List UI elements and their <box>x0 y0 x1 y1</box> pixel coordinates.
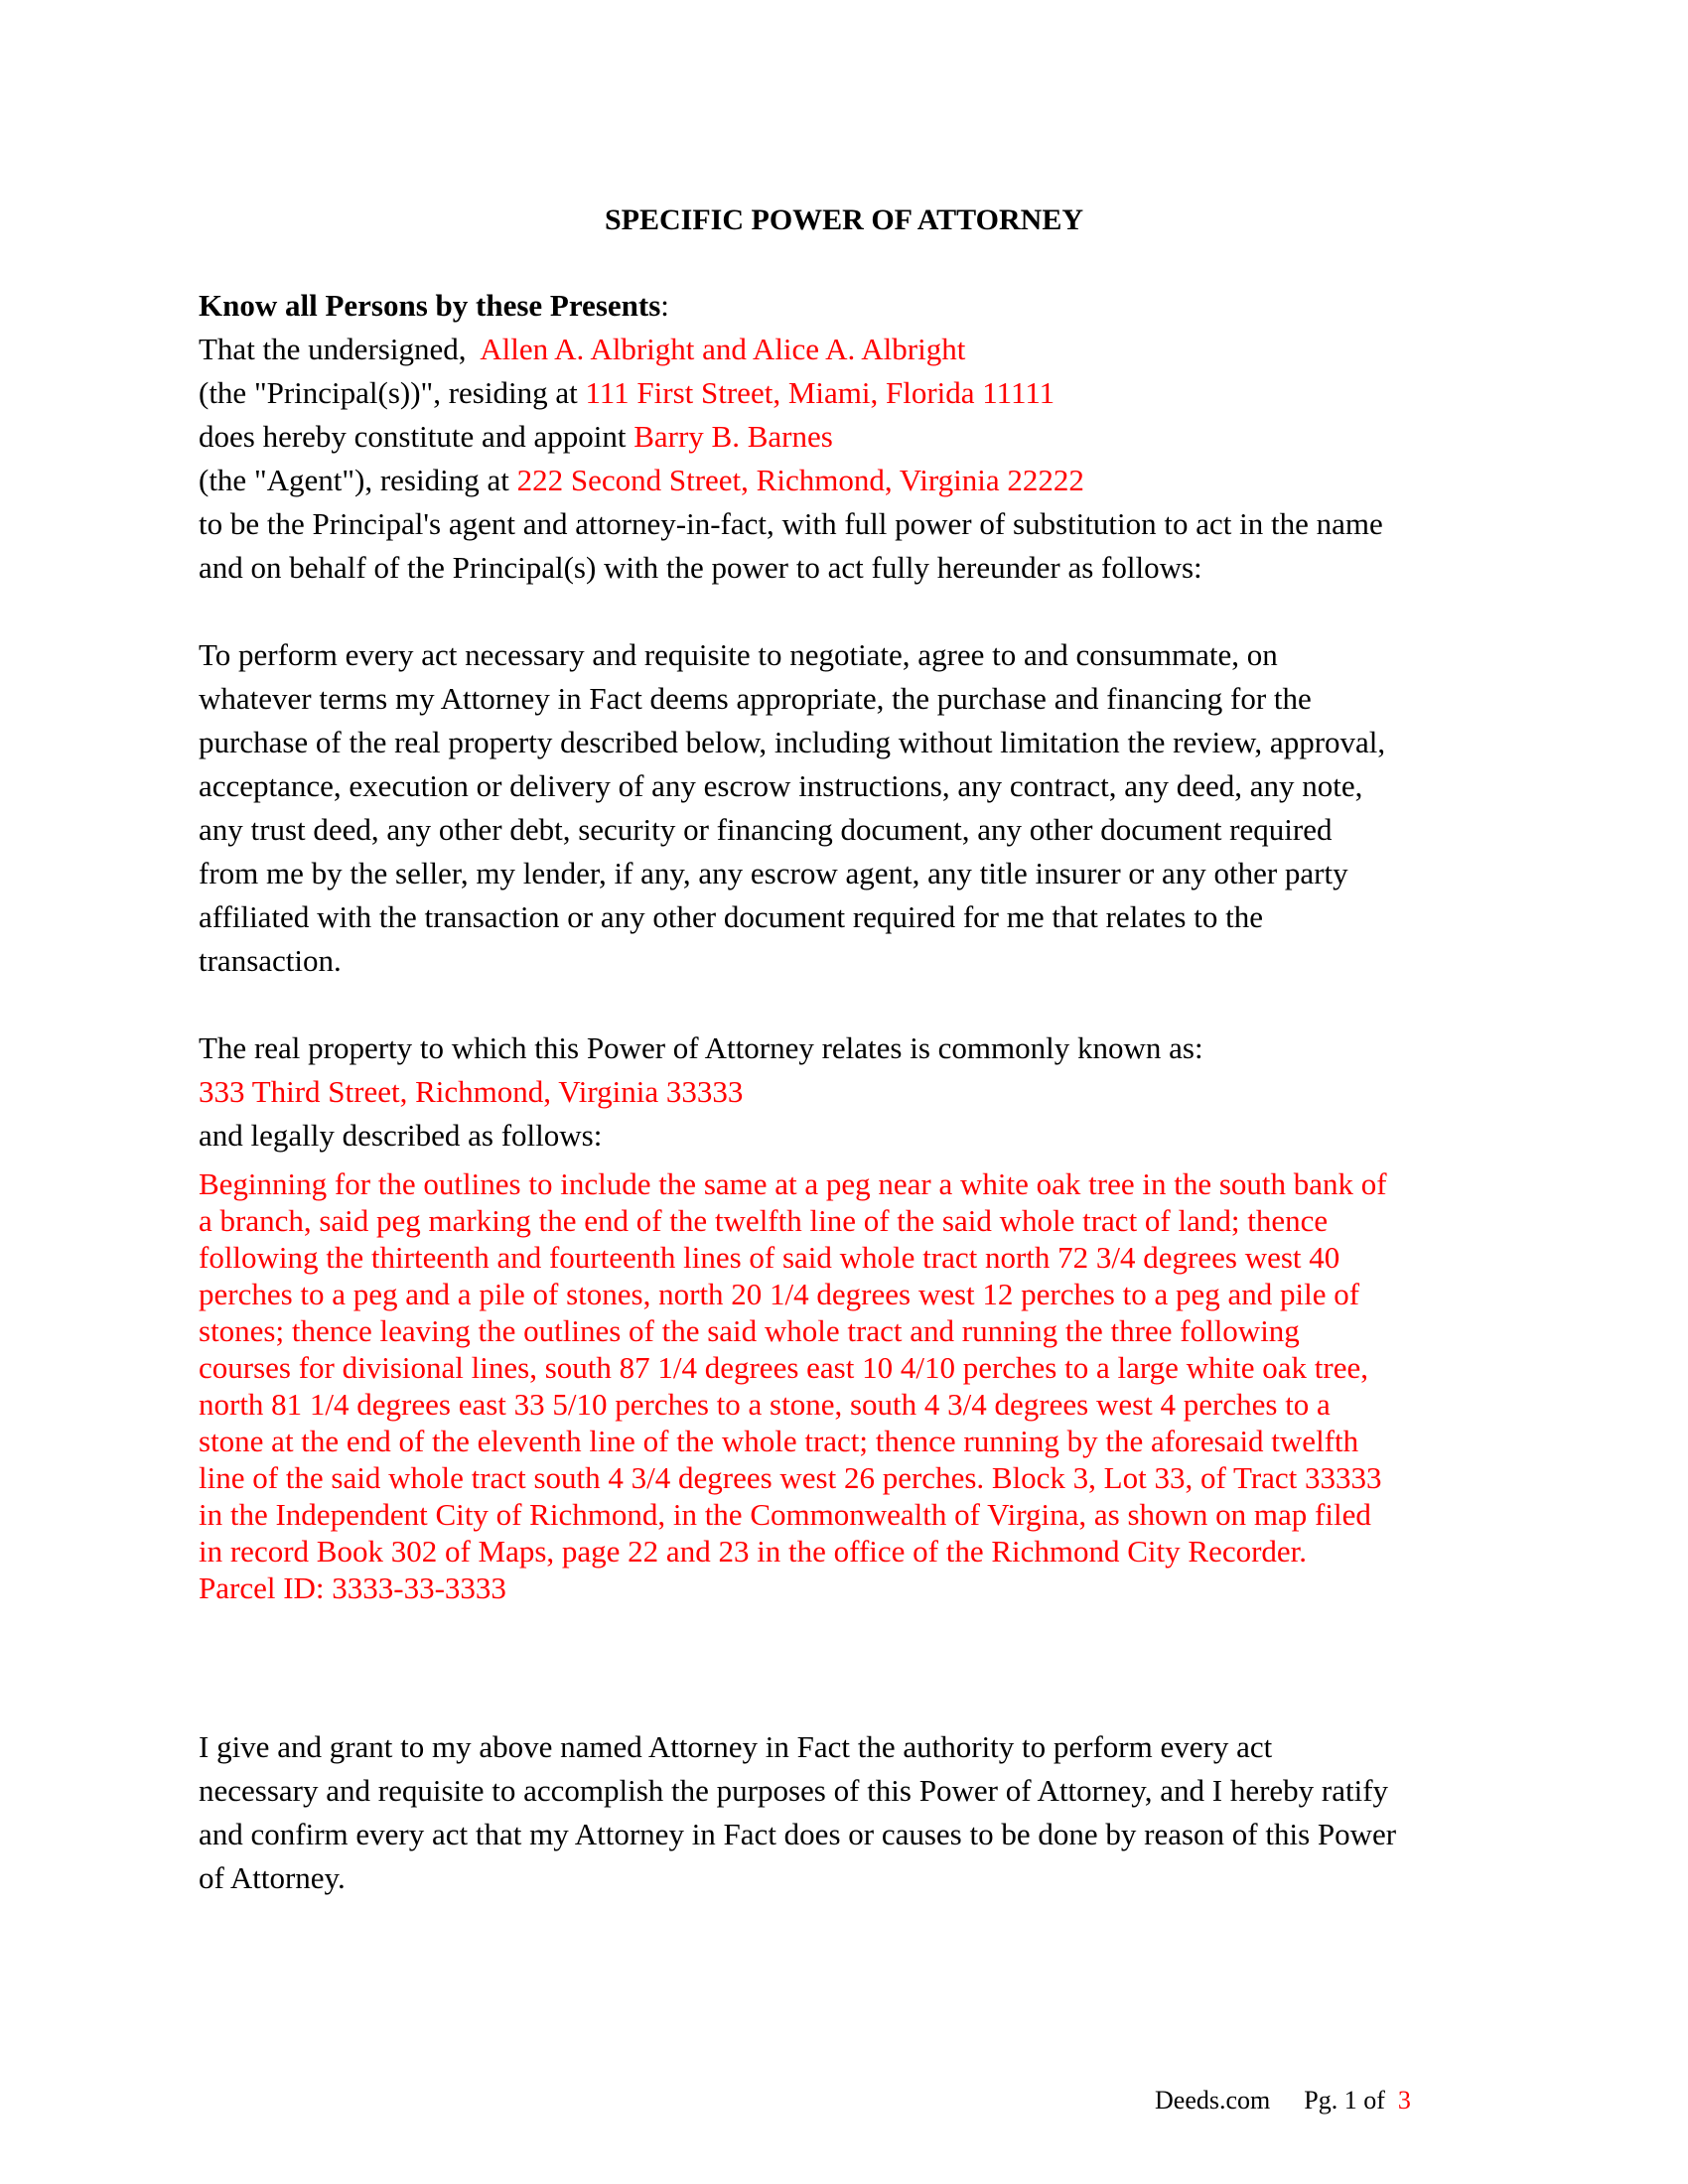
grant-line: I give and grant to my above named Attorney in Fact the authority to perform every act <box>199 1729 1273 1764</box>
purpose-line: purchase of the real property described below, including without limitation the review, approval, <box>199 725 1386 759</box>
legal-description-line: a branch, said peg marking the end of the twelfth line of the said whole tract of land; thence <box>199 1203 1329 1238</box>
grant-paragraph <box>199 1725 1499 1900</box>
purpose-line: from me by the seller, my lender, if any, any escrow agent, any title insurer or any other party <box>199 856 1348 890</box>
agent-address: 222 Second Street, Richmond, Virginia 22222 <box>516 463 1084 497</box>
document-title: SPECIFIC POWER OF ATTORNEY <box>604 204 1083 236</box>
intro-section <box>199 284 1499 590</box>
property-address: 333 Third Street, Richmond, Virginia 33333 <box>199 1074 744 1109</box>
principal-residence-line <box>199 371 1499 415</box>
property-section <box>199 1026 1499 1158</box>
agent-residing-prefix: (the "Agent"), residing at <box>199 463 509 497</box>
undersigned-line <box>199 328 1499 371</box>
legal-description-line: stone at the end of the eleventh line of the whole tract; thence running by the aforesaid twelfth <box>199 1424 1359 1458</box>
agent-name: Barry B. Barnes <box>633 419 833 454</box>
grant-line: of Attorney. <box>199 1860 346 1895</box>
footer-site: Deeds.com <box>1155 2086 1271 2115</box>
undersigned-prefix: That the undersigned, <box>199 332 467 366</box>
agent-residence-line <box>199 459 1499 502</box>
legal-description-line: courses for divisional lines, south 87 1/4 degrees east 10 4/10 perches to a large white oak tree, <box>199 1350 1368 1385</box>
intro-heading-colon: : <box>660 288 669 323</box>
legal-description-label: and legally described as follows: <box>199 1118 603 1153</box>
page-footer <box>1155 2085 1411 2116</box>
legal-description-line: in the Independent City of Richmond, in the Commonwealth of Virgina, as shown on map filed <box>199 1497 1371 1532</box>
legal-description-line: stones; thence leaving the outlines of the said whole tract and running the three following <box>199 1313 1300 1348</box>
principal-residing-prefix: (the "Principal(s))", residing at <box>199 375 578 410</box>
legal-description <box>199 1165 1489 1606</box>
purpose-line: any trust deed, any other debt, security or financing document, any other document required <box>199 812 1333 847</box>
substitution-line-1: to be the Principal's agent and attorney-in-fact, with full power of substitution to act in the name <box>199 506 1383 541</box>
page-total: 3 <box>1397 2086 1411 2115</box>
legal-description-line: in record Book 302 of Maps, page 22 and 23 in the office of the Richmond City Recorder. <box>199 1534 1308 1569</box>
substitution-line-2: and on behalf of the Principal(s) with the power to act fully hereunder as follows: <box>199 550 1202 585</box>
legal-description-line: perches to a peg and a pile of stones, north 20 1/4 degrees west 12 perches to a peg and pile of <box>199 1277 1360 1311</box>
legal-description-line: line of the said whole tract south 4 3/4 degrees west 26 perches. Block 3, Lot 33, of Tract 33333 <box>199 1460 1382 1495</box>
page-number-prefix: Pg. 1 of <box>1304 2086 1385 2115</box>
intro-heading-line <box>199 284 1499 328</box>
purpose-line: acceptance, execution or delivery of any escrow instructions, any contract, any deed, any note, <box>199 768 1363 803</box>
principal-address: 111 First Street, Miami, Florida 11111 <box>585 375 1055 410</box>
legal-description-line: following the thirteenth and fourteenth lines of said whole tract north 72 3/4 degrees west 40 <box>199 1240 1340 1275</box>
appoint-prefix: does hereby constitute and appoint <box>199 419 627 454</box>
appoint-line <box>199 415 1499 459</box>
purpose-line: To perform every act necessary and requisite to negotiate, agree to and consummate, on <box>199 637 1278 672</box>
principals-name: Allen A. Albright and Alice A. Albright <box>480 332 966 366</box>
grant-line: and confirm every act that my Attorney in Fact does or causes to be done by reason of this Power <box>199 1817 1397 1851</box>
purpose-line: whatever terms my Attorney in Fact deems appropriate, the purchase and financing for the <box>199 681 1312 716</box>
parcel-id: Parcel ID: 3333-33-3333 <box>199 1570 506 1605</box>
intro-heading: Know all Persons by these Presents <box>199 288 661 323</box>
legal-description-line: north 81 1/4 degrees east 33 5/10 perches to a stone, south 4 3/4 degrees west 4 perches to a <box>199 1387 1331 1422</box>
purpose-line: transaction. <box>199 943 342 978</box>
grant-line: necessary and requisite to accomplish the purposes of this Power of Attorney, and I hereby ratify <box>199 1773 1389 1808</box>
known-as-label: The real property to which this Power of Attorney relates is commonly known as: <box>199 1030 1203 1065</box>
purpose-paragraph <box>199 633 1499 983</box>
legal-description-line: Beginning for the outlines to include the same at a peg near a white oak tree in the south bank of <box>199 1166 1387 1201</box>
purpose-line: affiliated with the transaction or any other document required for me that relates to the <box>199 899 1263 934</box>
